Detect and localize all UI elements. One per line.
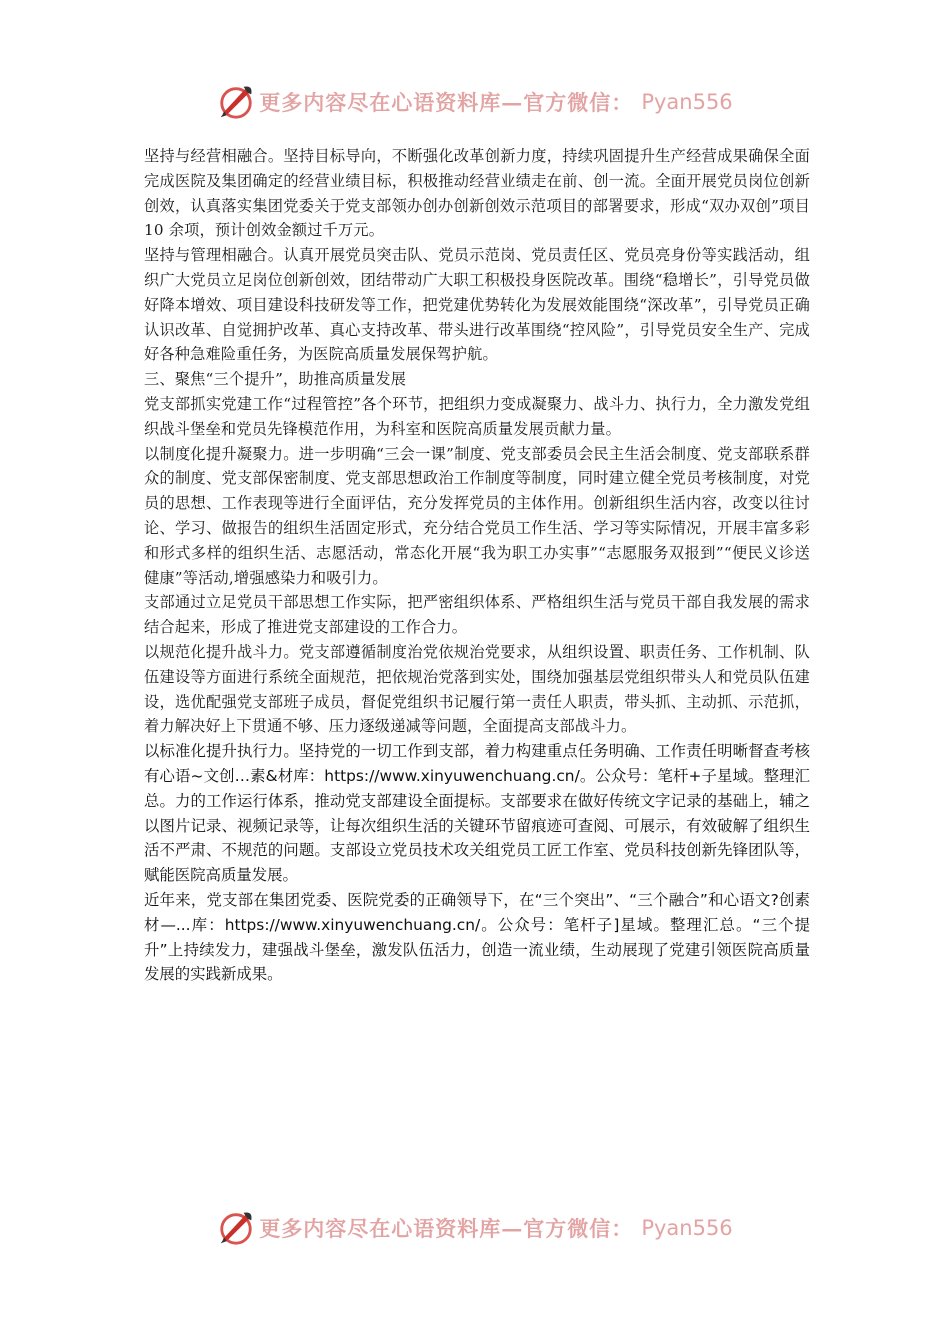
paragraph: 以标准化提升执行力。坚持党的一切工作到支部，着力构建重点任务明确、工作责任明晰督查考核有心语~文创…素&材库：https://www.xinyuwenchuang.cn/。公众号：笔杆+子星域。整理汇总。力的工作运行体系，推动党支部建设全面提标。支部要求在做好传统文字记录的基础上，辅之以图片记录、视频记录等，让每次组织生活的关键环节留痕迹可查阅、可展示，有效破解了组织生活不严肃、不规范的问题。支部设立党员技术攻关组党员工匠工作室、党员科技创新先锋团队等，赋能医院高质量发展。 xyxy=(144,742,810,885)
paragraph: 坚持与管理相融合。认真开展党员突击队、党员示范岗、党员责任区、党员亮身份等实践活动，组织广大党员立足岗位创新创效，团结带动广大职工积极投身医院改革。围绕“稳增长”，引导党员做好降本增效、项目建设科技研发等工作，把党建优势转化为发展效能围绕“深改革”，引导党员正确认识改革、自觉拥护改革、真心支持改革、带头进行改革围绕“控风险”，引导党员安全生产、完成好各种急难险重任务，为医院高质量发展保驾护航。 xyxy=(144,246,810,364)
paragraph: 近年来，党支部在集团党委、医院党委的正确领导下，在“三个突出”、“三个融合”和心语文?创素材—...库：https://www.xinyuwenchuang.cn/。公众号：笔杆子]星域。整理汇总。“三个提升”上持续发力，建强战斗堡垒，激发队伍活力，创造一流业绩，生动展现了党建引领医院高质量发展的实践新成果。 xyxy=(144,890,810,984)
quill-logo-icon xyxy=(217,83,255,121)
paragraph: 党支部抓实党建工作“过程管控”各个环节，把组织力变成凝聚力、战斗力、执行力，全力激发党组织战斗堡垒和党员先锋模范作用，为科室和医院高质量发展贡献力量。 xyxy=(144,394,810,438)
footer-banner xyxy=(0,1206,950,1250)
document-body xyxy=(144,144,810,987)
header-banner xyxy=(0,80,950,124)
banner-handle: Pyan556 xyxy=(641,1216,733,1240)
paragraph: 以规范化提升战斗力。党支部遵循制度治党依规治党要求，从组织设置、职责任务、工作机制、队伍建设等方面进行系统全面规范，把依规治党落到实处，围绕加强基层党组织带头人和党员队伍建设，选优配强党支部班子成员，督促党组织书记履行第一责任人职责，带头抓、主动抓、示范抓，着力解决好上下贯通不够、压力逐级递减等问题，全面提高支部战斗力。 xyxy=(144,642,810,736)
section-heading: 三、聚焦“三个提升”，助推高质量发展 xyxy=(144,370,407,389)
banner-text: 更多内容尽在心语资料库—官方微信： xyxy=(259,90,634,115)
paragraph: 以制度化提升凝聚力。进一步明确“三会一课”制度、党支部委员会民主生活会制度、党支部联系群众的制度、党支部保密制度、党支部思想政治工作制度等制度，同时建立健全党员考核制度，对党员的思想、工作表现等进行全面评估，充分发挥党员的主体作用。创新组织生活内容，改变以往讨论、学习、做报告的组织生活固定形式，充分结合党员工作生活、学习等实际情况，开展丰富多彩和形式多样的组织生活、志愿活动，常态化开展“我为职工办实事”“志愿服务双报到”“便民义诊送健康”等活动,增强感染力和吸引力。 xyxy=(144,444,810,587)
banner-handle: Pyan556 xyxy=(641,90,733,114)
paragraph: 支部通过立足党员干部思想工作实际，把严密组织体系、严格组织生活与党员干部自我发展的需求结合起来，形成了推进党支部建设的工作合力。 xyxy=(144,593,810,637)
banner-text: 更多内容尽在心语资料库—官方微信： xyxy=(259,1216,634,1241)
paragraph: 坚持与经营相融合。坚持目标导向，不断强化改革创新力度，持续巩固提升生产经营成果确保全面完成医院及集团确定的经营业绩目标，积极推动经营业绩走在前、创一流。全面开展党员岗位创新创效，认真落实集团党委关于党支部领办创办创新创效示范项目的部署要求，形成“双办双创”项目 10 余项，预计创效金额过千万元。 xyxy=(144,147,810,240)
quill-logo-icon xyxy=(217,1209,255,1247)
